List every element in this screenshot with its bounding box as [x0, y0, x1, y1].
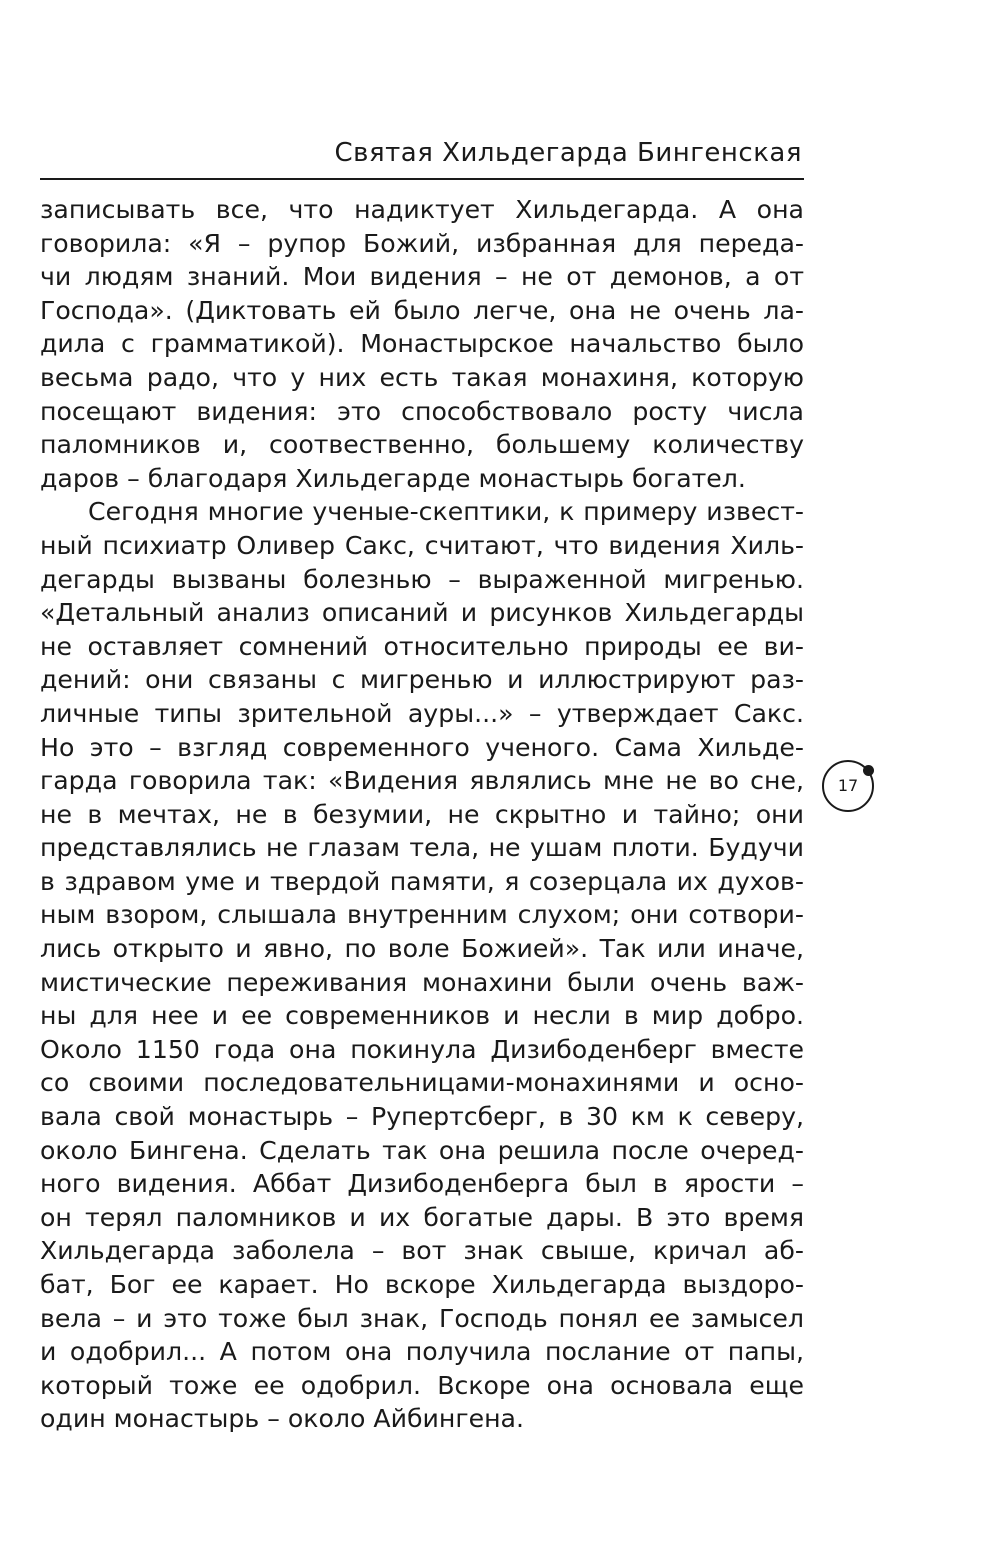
body-text — [40, 193, 804, 1436]
text-line: личные типы зрительной ауры...» – утверждает Сакс. — [40, 698, 804, 728]
running-header-title: Святая Хильдегарда Бингенская — [334, 138, 802, 168]
header-divider — [40, 178, 804, 180]
text-line: не в мечтах, не в безумии, не скрытно и тайно; они — [40, 799, 804, 829]
text-line: который тоже ее одобрил. Вскоре она основала еще — [40, 1370, 804, 1400]
page-number: 17 — [837, 776, 859, 795]
text-line: «Детальный анализ описаний и рисунков Хильдегарды — [40, 598, 804, 628]
text-line: не оставляет сомнений относительно природы ее ви- — [40, 631, 804, 661]
text-line: и одобрил... А потом она получила послание от папы, — [40, 1337, 804, 1367]
text-line: Но это – взгляд современного ученого. Сама Хильде- — [40, 732, 804, 762]
text-line: со своими последовательницами-монахинями и осно- — [40, 1068, 804, 1098]
text-line: дений: они связаны с мигренью и иллюстрируют раз- — [40, 665, 804, 695]
text-line: чи людям знаний. Мои видения – не от демонов, а от — [40, 262, 804, 292]
text-line: мистические переживания монахини были очень важ- — [40, 967, 804, 997]
text-line: он терял паломников и их богатые дары. В это время — [40, 1202, 804, 1232]
text-line: представлялись не глазам тела, не ушам плоти. Будучи — [40, 833, 804, 863]
text-line: ного видения. Аббат Дизибоденберга был в ярости – — [40, 1169, 804, 1199]
text-line: вела – и это тоже был знак, Господь понял ее замысел — [40, 1303, 804, 1333]
text-line: бат, Бог ее карает. Но вскоре Хильдегарда выздоро- — [40, 1270, 804, 1299]
page-number-badge — [822, 760, 874, 812]
text-line: Около 1150 года она покинула Дизибоденберг вместе — [40, 1034, 804, 1064]
text-line: Хильдегарда заболела – вот знак свыше, кричал аб- — [40, 1236, 804, 1266]
text-line: весьма радо, что у них есть такая монахиня, которую — [40, 362, 804, 392]
text-line: даров – благодаря Хильдегарде монастырь богател. — [40, 463, 746, 493]
text-line: ным взором, слышала внутренним слухом; они сотвори- — [40, 900, 804, 930]
text-line: ный психиатр Оливер Сакс, считают, что видения Хиль- — [40, 530, 804, 560]
text-line: в здравом уме и твердой памяти, я созерцала их духов- — [40, 866, 804, 896]
page-number-dot — [863, 765, 874, 776]
text-line: лись открыто и явно, по воле Божией». Так или иначе, — [40, 934, 804, 964]
text-line: Господа». (Диктовать ей было легче, она не очень ла- — [40, 295, 804, 325]
text-line: Сегодня многие ученые-скептики, к примеру извест- — [88, 497, 804, 527]
text-line: ны для нее и ее современников и несли в мир добро. — [40, 1001, 804, 1031]
text-line: дила с грамматикой). Монастырское начальство было — [40, 329, 804, 359]
text-line: гарда говорила так: «Видения являлись мне не во сне, — [40, 766, 804, 796]
text-line: записывать все, что надиктует Хильдегарда. А она — [40, 195, 804, 224]
text-line: посещают видения: это способствовало росту числа — [40, 396, 804, 426]
text-line: дегарды вызваны болезнью – выраженной мигренью. — [40, 564, 804, 594]
text-line: около Бингена. Сделать так она решила после очеред- — [40, 1135, 804, 1165]
text-line: говорила: «Я – рупор Божий, избранная для переда- — [40, 228, 804, 258]
text-line: вала свой монастырь – Рупертсберг, в 30 км к северу, — [40, 1102, 804, 1132]
text-line: паломников и, соотвественно, большему количеству — [40, 430, 804, 460]
text-line: один монастырь – около Айбингена. — [40, 1404, 524, 1434]
